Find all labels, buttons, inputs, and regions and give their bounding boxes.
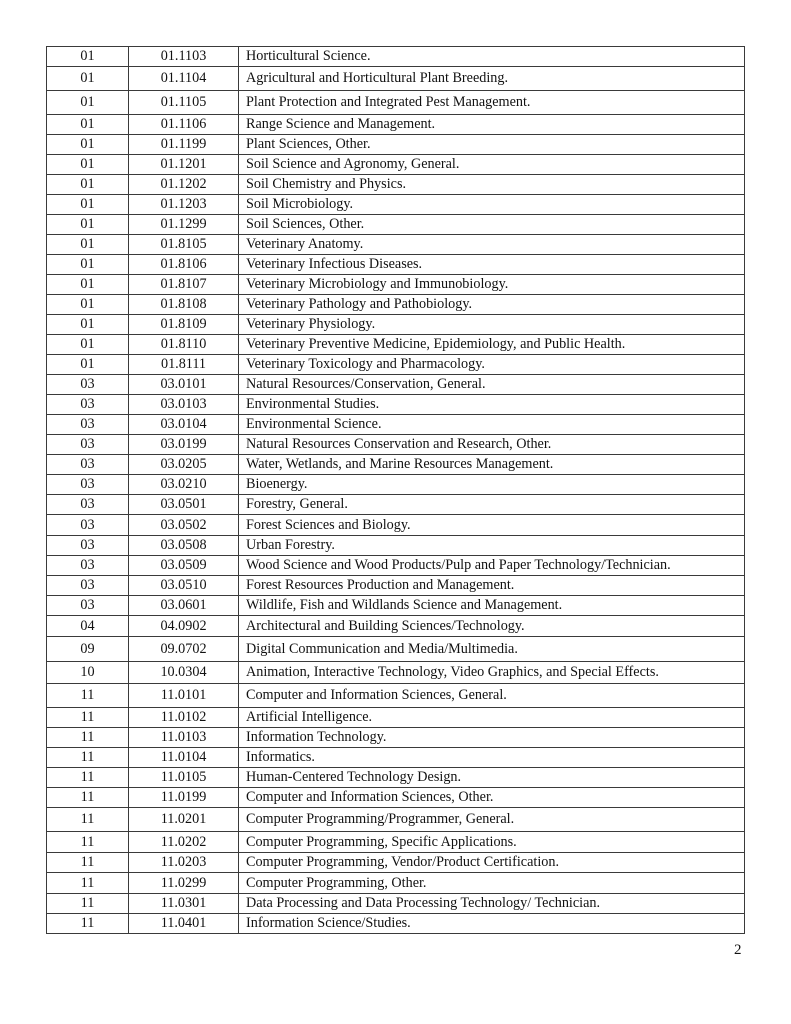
series-cell: 01 bbox=[47, 135, 129, 155]
cip-code-cell: 03.0210 bbox=[129, 475, 239, 495]
program-title-cell: Veterinary Physiology. bbox=[239, 315, 745, 335]
program-title-cell: Plant Sciences, Other. bbox=[239, 135, 745, 155]
series-cell: 03 bbox=[47, 375, 129, 395]
table-row bbox=[47, 556, 745, 576]
series-cell: 03 bbox=[47, 395, 129, 415]
series-cell: 01 bbox=[47, 235, 129, 255]
cip-code-cell: 03.0205 bbox=[129, 455, 239, 475]
cip-code-cell: 01.1203 bbox=[129, 195, 239, 215]
cip-code-cell: 11.0401 bbox=[129, 914, 239, 934]
series-cell: 04 bbox=[47, 616, 129, 637]
cip-code-cell: 03.0103 bbox=[129, 395, 239, 415]
program-title-cell: Data Processing and Data Processing Technology/ Technician. bbox=[239, 894, 745, 914]
program-title-cell: Computer Programming/Programmer, General. bbox=[239, 808, 745, 832]
program-title-cell: Computer and Information Sciences, Other. bbox=[239, 788, 745, 808]
series-cell: 01 bbox=[47, 295, 129, 315]
table-row bbox=[47, 215, 745, 235]
table-row bbox=[47, 914, 745, 934]
series-cell: 01 bbox=[47, 355, 129, 375]
table-row bbox=[47, 616, 745, 637]
table-row bbox=[47, 315, 745, 335]
table-row bbox=[47, 155, 745, 175]
cip-code-cell: 01.1201 bbox=[129, 155, 239, 175]
program-title-cell: Veterinary Anatomy. bbox=[239, 235, 745, 255]
table-row bbox=[47, 873, 745, 894]
series-cell: 03 bbox=[47, 556, 129, 576]
table-row bbox=[47, 515, 745, 536]
program-title-cell: Veterinary Infectious Diseases. bbox=[239, 255, 745, 275]
table-row bbox=[47, 495, 745, 515]
program-title-cell: Environmental Science. bbox=[239, 415, 745, 435]
cip-code-cell: 01.1106 bbox=[129, 115, 239, 135]
table-row bbox=[47, 355, 745, 375]
cip-code-cell: 03.0101 bbox=[129, 375, 239, 395]
program-title-cell: Urban Forestry. bbox=[239, 536, 745, 556]
cip-code-cell: 01.8110 bbox=[129, 335, 239, 355]
table-row bbox=[47, 637, 745, 662]
cip-code-cell: 01.1202 bbox=[129, 175, 239, 195]
cip-code-cell: 11.0203 bbox=[129, 853, 239, 873]
cip-code-cell: 03.0509 bbox=[129, 556, 239, 576]
series-cell: 11 bbox=[47, 832, 129, 853]
page-number: 2 bbox=[734, 942, 742, 958]
table-row bbox=[47, 853, 745, 873]
program-title-cell: Soil Science and Agronomy, General. bbox=[239, 155, 745, 175]
cip-code-cell: 11.0202 bbox=[129, 832, 239, 853]
cip-code-cell: 03.0501 bbox=[129, 495, 239, 515]
series-cell: 03 bbox=[47, 495, 129, 515]
series-cell: 11 bbox=[47, 788, 129, 808]
table-row bbox=[47, 748, 745, 768]
series-cell: 03 bbox=[47, 536, 129, 556]
series-cell: 11 bbox=[47, 748, 129, 768]
series-cell: 03 bbox=[47, 435, 129, 455]
table-row bbox=[47, 235, 745, 255]
program-title-cell: Water, Wetlands, and Marine Resources Management. bbox=[239, 455, 745, 475]
program-title-cell: Computer Programming, Other. bbox=[239, 873, 745, 894]
series-cell: 01 bbox=[47, 115, 129, 135]
table-row bbox=[47, 576, 745, 596]
program-title-cell: Veterinary Toxicology and Pharmacology. bbox=[239, 355, 745, 375]
series-cell: 11 bbox=[47, 853, 129, 873]
table-row bbox=[47, 115, 745, 135]
cip-code-cell: 01.1199 bbox=[129, 135, 239, 155]
series-cell: 01 bbox=[47, 175, 129, 195]
cip-code-cell: 01.8105 bbox=[129, 235, 239, 255]
program-title-cell: Information Science/Studies. bbox=[239, 914, 745, 934]
program-title-cell: Information Technology. bbox=[239, 728, 745, 748]
table-row bbox=[47, 275, 745, 295]
series-cell: 11 bbox=[47, 728, 129, 748]
cip-code-cell: 03.0510 bbox=[129, 576, 239, 596]
cip-code-cell: 11.0301 bbox=[129, 894, 239, 914]
cip-code-cell: 01.8107 bbox=[129, 275, 239, 295]
program-title-cell: Architectural and Building Sciences/Technology. bbox=[239, 616, 745, 637]
table-row bbox=[47, 728, 745, 748]
program-title-cell: Artificial Intelligence. bbox=[239, 708, 745, 728]
cip-code-cell: 11.0201 bbox=[129, 808, 239, 832]
series-cell: 01 bbox=[47, 315, 129, 335]
program-title-cell: Natural Resources/Conservation, General. bbox=[239, 375, 745, 395]
series-cell: 01 bbox=[47, 255, 129, 275]
program-title-cell: Soil Chemistry and Physics. bbox=[239, 175, 745, 195]
table-row bbox=[47, 415, 745, 435]
program-title-cell: Natural Resources Conservation and Research, Other. bbox=[239, 435, 745, 455]
cip-code-cell: 03.0199 bbox=[129, 435, 239, 455]
cip-code-cell: 01.1105 bbox=[129, 91, 239, 115]
cip-code-cell: 10.0304 bbox=[129, 662, 239, 684]
table-row bbox=[47, 435, 745, 455]
program-title-cell: Wood Science and Wood Products/Pulp and Paper Technology/Technician. bbox=[239, 556, 745, 576]
program-title-cell: Animation, Interactive Technology, Video Graphics, and Special Effects. bbox=[239, 662, 745, 684]
series-cell: 11 bbox=[47, 873, 129, 894]
cip-code-cell: 03.0508 bbox=[129, 536, 239, 556]
program-title-cell: Soil Microbiology. bbox=[239, 195, 745, 215]
series-cell: 10 bbox=[47, 662, 129, 684]
series-cell: 01 bbox=[47, 155, 129, 175]
cip-code-cell: 03.0601 bbox=[129, 596, 239, 616]
table-row bbox=[47, 684, 745, 708]
series-cell: 09 bbox=[47, 637, 129, 662]
table-row bbox=[47, 135, 745, 155]
table-row bbox=[47, 455, 745, 475]
series-cell: 11 bbox=[47, 914, 129, 934]
cip-code-cell: 03.0502 bbox=[129, 515, 239, 536]
table-row bbox=[47, 662, 745, 684]
program-title-cell: Wildlife, Fish and Wildlands Science and Management. bbox=[239, 596, 745, 616]
table-row bbox=[47, 375, 745, 395]
table-row bbox=[47, 832, 745, 853]
series-cell: 11 bbox=[47, 708, 129, 728]
cip-code-cell: 09.0702 bbox=[129, 637, 239, 662]
table-row bbox=[47, 536, 745, 556]
program-title-cell: Horticultural Science. bbox=[239, 47, 745, 67]
program-title-cell: Informatics. bbox=[239, 748, 745, 768]
program-title-cell: Veterinary Pathology and Pathobiology. bbox=[239, 295, 745, 315]
table-row bbox=[47, 894, 745, 914]
table-row bbox=[47, 335, 745, 355]
series-cell: 01 bbox=[47, 335, 129, 355]
table-row bbox=[47, 808, 745, 832]
series-cell: 01 bbox=[47, 47, 129, 67]
table-row bbox=[47, 175, 745, 195]
cip-code-cell: 01.8108 bbox=[129, 295, 239, 315]
cip-code-cell: 01.1103 bbox=[129, 47, 239, 67]
series-cell: 03 bbox=[47, 515, 129, 536]
program-title-cell: Soil Sciences, Other. bbox=[239, 215, 745, 235]
table-row bbox=[47, 255, 745, 275]
cip-code-cell: 01.8109 bbox=[129, 315, 239, 335]
program-title-cell: Forest Sciences and Biology. bbox=[239, 515, 745, 536]
table-row bbox=[47, 91, 745, 115]
program-title-cell: Agricultural and Horticultural Plant Breeding. bbox=[239, 67, 745, 91]
table-row bbox=[47, 395, 745, 415]
cip-code-cell: 11.0101 bbox=[129, 684, 239, 708]
series-cell: 03 bbox=[47, 576, 129, 596]
program-title-cell: Forest Resources Production and Management. bbox=[239, 576, 745, 596]
program-title-cell: Forestry, General. bbox=[239, 495, 745, 515]
series-cell: 01 bbox=[47, 275, 129, 295]
program-title-cell: Veterinary Microbiology and Immunobiology. bbox=[239, 275, 745, 295]
program-title-cell: Bioenergy. bbox=[239, 475, 745, 495]
series-cell: 03 bbox=[47, 475, 129, 495]
series-cell: 01 bbox=[47, 91, 129, 115]
program-title-cell: Veterinary Preventive Medicine, Epidemiology, and Public Health. bbox=[239, 335, 745, 355]
series-cell: 03 bbox=[47, 415, 129, 435]
cip-code-cell: 04.0902 bbox=[129, 616, 239, 637]
program-title-cell: Computer Programming, Vendor/Product Certification. bbox=[239, 853, 745, 873]
cip-code-cell: 03.0104 bbox=[129, 415, 239, 435]
series-cell: 01 bbox=[47, 215, 129, 235]
cip-code-cell: 11.0105 bbox=[129, 768, 239, 788]
table-row bbox=[47, 788, 745, 808]
table-row bbox=[47, 596, 745, 616]
series-cell: 11 bbox=[47, 894, 129, 914]
program-title-cell: Computer Programming, Specific Applications. bbox=[239, 832, 745, 853]
cip-code-cell: 01.8111 bbox=[129, 355, 239, 375]
cip-code-cell: 01.8106 bbox=[129, 255, 239, 275]
series-cell: 11 bbox=[47, 808, 129, 832]
series-cell: 11 bbox=[47, 684, 129, 708]
cip-code-cell: 11.0104 bbox=[129, 748, 239, 768]
table-row bbox=[47, 768, 745, 788]
cip-code-table bbox=[46, 46, 745, 934]
series-cell: 01 bbox=[47, 195, 129, 215]
cip-code-cell: 01.1104 bbox=[129, 67, 239, 91]
table-row bbox=[47, 475, 745, 495]
table-row bbox=[47, 47, 745, 67]
series-cell: 03 bbox=[47, 455, 129, 475]
program-title-cell: Computer and Information Sciences, General. bbox=[239, 684, 745, 708]
series-cell: 11 bbox=[47, 768, 129, 788]
program-title-cell: Environmental Studies. bbox=[239, 395, 745, 415]
table-row bbox=[47, 67, 745, 91]
program-title-cell: Plant Protection and Integrated Pest Management. bbox=[239, 91, 745, 115]
program-title-cell: Range Science and Management. bbox=[239, 115, 745, 135]
table-row bbox=[47, 708, 745, 728]
cip-code-cell: 11.0103 bbox=[129, 728, 239, 748]
cip-code-cell: 11.0102 bbox=[129, 708, 239, 728]
cip-table-body bbox=[47, 47, 745, 934]
series-cell: 01 bbox=[47, 67, 129, 91]
cip-code-cell: 11.0199 bbox=[129, 788, 239, 808]
program-title-cell: Human-Centered Technology Design. bbox=[239, 768, 745, 788]
cip-code-cell: 11.0299 bbox=[129, 873, 239, 894]
table-row bbox=[47, 295, 745, 315]
series-cell: 03 bbox=[47, 596, 129, 616]
table-row bbox=[47, 195, 745, 215]
cip-code-cell: 01.1299 bbox=[129, 215, 239, 235]
program-title-cell: Digital Communication and Media/Multimedia. bbox=[239, 637, 745, 662]
